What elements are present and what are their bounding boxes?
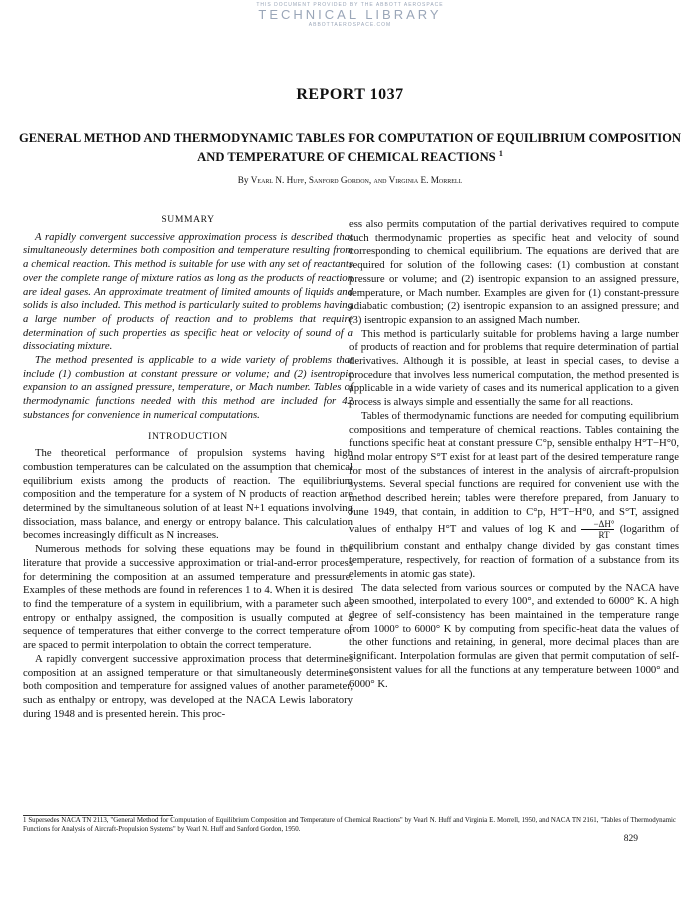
watermark-logo [0, 2, 700, 28]
footnote-marker: 1 [498, 149, 503, 158]
paper-title [16, 130, 684, 165]
right-paragraph-2: This method is particularly suitable for problems having a large number of products of reaction and for problems that require determination of partial derivatives. Although it is possible, at least in special cases, to devise a procedure that involves less numerical computation, the method presented is applicable in a wide variety of cases and its numerical application to a given process is always simple and essentially the same for all reactions. [349, 327, 679, 409]
fraction-denominator: RT [598, 530, 610, 541]
watermark-title: TECHNICAL LIBRARY [258, 7, 442, 22]
paper-title-text: GENERAL METHOD AND THERMODYNAMIC TABLES FOR COMPUTATION OF EQUILIBRIUM COMPOSITION AND TEMPERATURE OF CHEMICAL REACTIONS [18, 131, 682, 165]
author-names: Vearl N. Huff, Sanford Gordon, and Virginia E. Morrell [250, 175, 463, 185]
page-number: 829 [623, 834, 638, 844]
summary-paragraph-2: The method presented is applicable to a wide variety of problems that include (1) combustion at constant pressure or volume; and (2) isentropic expansion to an assigned pressure, temperature, or Mach number. Tables of thermodynamic functions needed with this method are included for 42 substances for convenience in numerical computations. [23, 354, 353, 421]
right-column [349, 218, 679, 691]
footnote-divider [23, 815, 173, 816]
footnote: 1 Supersedes NACA TN 2113, "General Method for Computation of Equilibrium Composition and Temperature of Chemical Reactions" by Vearl N. Huff and Virginia E. Morrell, 1950, and NACA TN 2161, "Tables of Thermodynamic Functions for Analysis of Aircraft-Propulsion Systems" by Vearl N. Huff and Sanford Gordon, 1950. [23, 817, 676, 833]
fraction-numerator: −ΔH° [581, 519, 614, 530]
left-column [23, 213, 353, 721]
summary-paragraph-1: A rapidly convergent successive approximation process is described that simultaneously determines both composition and temperature resulting from a chemical reaction. This method is suitable for use with any set of reactants over the complete range of mixture ratios as long as the products of reaction are ideal gases. An approximate treatment of limited amounts of liquids and solids is also included. This method is particularly suited to problems having a large number of products of reaction and to problems that require determination of such properties as specific heat or velocity of sound of a dissociating mixture. [23, 230, 353, 353]
delta-h-fraction [581, 519, 614, 540]
right-paragraph-3 [349, 410, 679, 582]
introduction-paragraph-2: Numerous methods for solving these equations may be found in the literature that provide a successive approximation or trial-and-error process for determining the composition at an assumed temperature and pressure. Examples of these methods are found in references 1 to 4. When it is desired to find the temperature of a system in equilibrium, with a parameter such as entropy or enthalpy assigned, the composition is usually computed at a sequence of temperatures that either converge to the correct temperature or are spaced to permit interpolation to obtain the correct temperature. [23, 543, 353, 652]
introduction-heading: INTRODUCTION [148, 430, 228, 442]
summary-heading: SUMMARY [161, 214, 215, 225]
watermark-top-line: THIS DOCUMENT PROVIDED BY THE ABBOTT AEROSPACE [256, 2, 444, 8]
watermark-url: ABBOTTAEROSPACE.COM [308, 22, 392, 28]
introduction-paragraph-3: A rapidly convergent successive approximation process that determines composition at an assigned temperature or that simultaneously determines both composition and temperature for assigned values of another parameter, such as enthalpy or entropy, was developed at the NACA Lewis laboratory during 1948 and is presented herein. This proc- [23, 652, 353, 720]
right-paragraph-1: ess also permits computation of the partial derivatives required to compute such thermodynamic properties as specific heat and velocity of sound corresponding to chemical equilibrium. The equations are derived that are required for solution of the following cases: (1) combustion at constant pressure or volume; and (2) isentropic expansion to an assigned pressure, temperature, or Mach number. Examples are given for (1) constant-pressure adiabatic combustion; (2) isentropic expansion to an assigned pressure; and (3) isentropic expansion to an assigned Mach number. [349, 218, 679, 326]
right-paragraph-3-text: Tables of thermodynamic functions are needed for computing equilibrium compositions and temperature of chemical reactions. Tables containing the functions specific heat at constant pressure C°p, sensible enthalpy H°T−H°0, and molar entropy S°T exist for at least part of the desired temperature range for most of the substances of interest in the analysis of aircraft-propulsion systems. Several special functions are required for convenient use with the method described herein; tables were therefore prepared, from January to June 1949, that contain, in addition to C°p, H°T−H°0, and S°T, assigned values of enthalpy H°T and values of log K and [349, 409, 679, 536]
authors-line [0, 175, 700, 185]
right-paragraph-4: The data selected from various sources or computed by the NACA have been smoothed, interpolated to every 100°, and extended to 6000° K. A high degree of self-consistency has been maintained in the temperature range from 1000° to 6000° K by computing from specific-heat data the values of the other functions and retaining, in general, more decimal places than are significant. Interpolation formulas are given that permit computation of self-consistent values for all the functions at any temperature between 1000° and 6000° K. [349, 581, 679, 690]
report-title: REPORT 1037 [296, 86, 404, 103]
right-paragraph-3-continued: (logarithm of equilibrium constant and enthalpy change divided by gas constant times temperature, respectively, for reaction of formation of a substance from its elements in atomic gas state). [349, 523, 680, 580]
introduction-paragraph-1: The theoretical performance of propulsion systems having high combustion temperatures can be calculated on the assumption that chemical equilibrium exists among the products of reaction. The equilibrium composition and the temperature for a system of N products of reaction are determined by the simultaneous solution of at least N+1 equations involving dissociation, mass balance, and energy or entropy balance. This calculation becomes increasingly difficult as N increases. [23, 447, 353, 542]
authors-by: By [237, 175, 249, 185]
